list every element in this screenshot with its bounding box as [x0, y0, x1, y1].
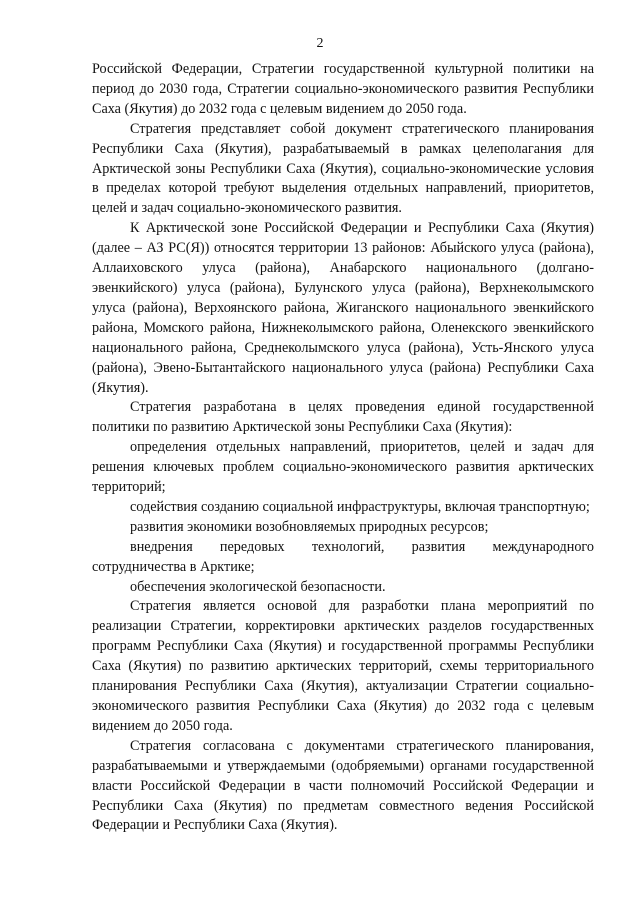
paragraph-strategy-definition: Стратегия представляет собой документ стратегического планирования Республики Саха (Якутия), разрабатываемый в рамках целеполагания для Арктической зоны Республики Саха (Якутия), социально-экономические условия в пределах которой требуют выделения отдельных направлений, приоритетов, целей и задач социально-экономического развития. — [92, 120, 594, 217]
paragraph-strategy-basis: Стратегия является основой для разработки плана мероприятий по реализации Стратегии, корректировки арктических разделов государственных программ Республики Саха (Якутия) и государственной программы Республики Саха (Якутия) по развитию арктических территорий, схемы территориального планирования Республики Саха (Якутия), актуализации Стратегии социально-экономического развития Республики Саха (Якутия) до 2032 года с целевым видением до 2050 года. — [92, 598, 594, 734]
paragraph-continuation: Российской Федерации, Стратегии государственной культурной политики на период до 2030 года, Стратегии социально-экономического развития Республики Саха (Якутия) до 2032 года с целевым видением до 2050 года. — [92, 61, 594, 117]
list-item-technologies: внедрения передовых технологий, развития международного сотрудничества в Арктике; — [92, 538, 594, 575]
paragraph-strategy-purpose: Стратегия разработана в целях проведения единой государственной политики по развитию Арктической зоны Республики Саха (Якутия): — [92, 399, 594, 436]
paragraph-strategy-coordination: Стратегия согласована с документами стратегического планирования, разрабатываемыми и утверждаемыми (одобряемыми) органами государственной власти Российской Федерации в части полномочий Российской Федерации и Республики Саха (Якутия) по предметам совместного ведения Российской Федерации и Республики Саха (Якутия). — [92, 737, 594, 834]
list-item-directions: определения отдельных направлений, приоритетов, целей и задач для решения ключевых проблем социально-экономического развития арктических территорий; — [92, 439, 594, 496]
document-body — [92, 60, 594, 836]
paragraph-arctic-zone-districts: К Арктической зоне Российской Федерации и Республики Саха (Якутия) (далее – АЗ РС(Я)) относятся территории 13 районов: Абыйского улуса (района), Аллаиховского улуса (района), Анабарского национального (долгано-эвенкийского) улуса (района), Булунского улуса (района), Верхнеколымского улуса (района), Верхоянского района, Жиганского национального эвенкийского района, Момского района, Нижнеколымского района, Оленекского эвенкийского национального района, Среднеколымского улуса (района), Усть-Янского улуса (района), Эвено-Бытантайского национального улуса (района) Республики Саха (Якутия). — [92, 220, 594, 396]
page-number: 2 — [316, 36, 324, 51]
list-item-ecology: обеспечения экологической безопасности. — [130, 578, 386, 595]
list-item-economy: развития экономики возобновляемых природных ресурсов; — [130, 518, 489, 535]
list-item-infrastructure: содействия созданию социальной инфраструктуры, включая транспортную; — [130, 498, 590, 515]
